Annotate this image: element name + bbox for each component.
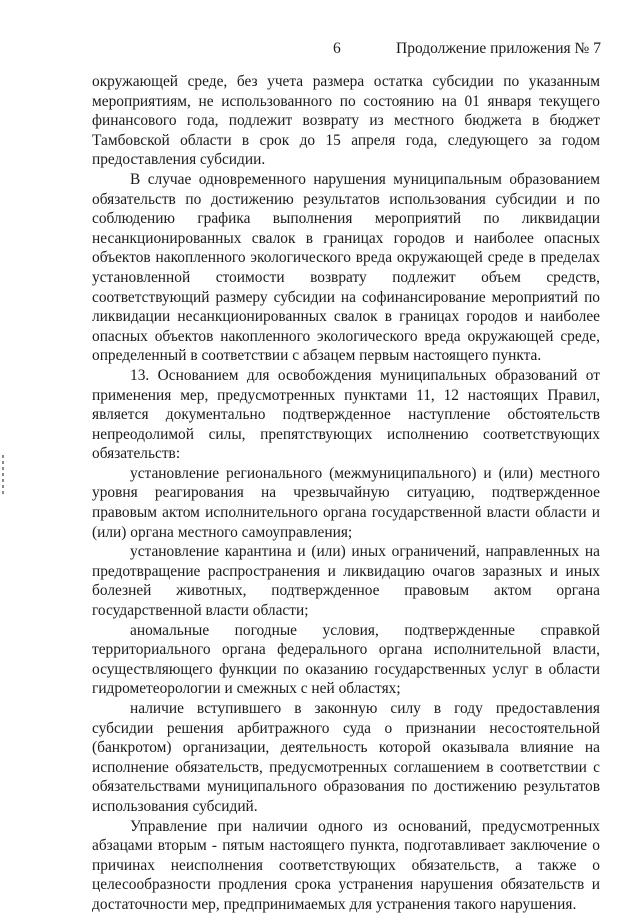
paragraph-department-conclusion: Управление при наличии одного из оснований, предусмотренных абзацами вторым - пятым настоящего пункта, подготавливает заключение о причинах неисполнения соответствующих обязательств, а также о целесообразности продления срока устранения нарушения обязательств и достаточности мер, предпринимаемых для устранения такого нарушения. <box>92 817 600 913</box>
page-header <box>0 40 640 62</box>
appendix-continuation-label: Продолжение приложения № 7 <box>396 40 601 57</box>
document-body <box>92 72 600 915</box>
paragraph-quarantine: установление карантина и (или) иных ограничений, направленных на предотвращение распространения и ликвидацию очагов заразных и иных болезней животных, подтвержденное правовым актом органа государственной власти области; <box>92 543 600 620</box>
paragraph-point-13: 13. Основанием для освобождения муниципальных образований от применения мер, предусмотренных пунктами 11, 12 настоящих Правил, является документально подтвержденное наступление обстоятельств непреодолимой силы, препятствующих исполнению соответствующих обязательств: <box>92 366 600 463</box>
paragraph-subsidy-return: окружающей среде, без учета размера остатка субсидии по указанным мероприятиям, не использованного по состоянию на 01 января текущего финансового года, подлежит возврату из местного бюджета в бюджет Тамбовской области в срок до 15 апреля года, следующего за годом предоставления субсидии. <box>92 73 600 169</box>
scan-margin-mark <box>2 455 4 495</box>
paragraph-emergency-response: установление регионального (межмуниципального) и (или) местного уровня реагирования на чрезвычайную ситуацию, подтвержденное правовым актом исполнительного органа государственной власти области и (или) органа местного самоуправления; <box>92 464 600 541</box>
paragraph-weather-conditions: аномальные погодные условия, подтвержденные справкой территориального органа федерального органа исполнительной власти, осуществляющего функции по оказанию государственных услуг в области гидрометеорологии и смежных с ней областях; <box>92 621 600 698</box>
paragraph-arbitration-decision: наличие вступившего в законную силу в году предоставления субсидии решения арбитражного суда о признании несостоятельной (банкротом) организации, деятельность которой оказывала влияние на исполнение обязательств, предусмотренных соглашением в соответствии с обязательствами муниципального образования по достижению результатов использования субсидий. <box>92 700 600 815</box>
page-number: 6 <box>333 40 341 57</box>
paragraph-simultaneous-violation: В случае одновременного нарушения муниципальным образованием обязательств по достижению результатов использования субсидии и по соблюдению графика выполнения мероприятий по ликвидации несанкционированных свалок в границах городов и наиболее опасных объектов накопленного экологического вреда окружающей среде в пределах установленной стоимости возврату подлежит объем средств, соответствующий размеру субсидии на софинансирование мероприятий по ликвидации несанкционированных свалок в границах городов и наиболее опасных объектов накопленного экологического вреда окружающей среде, определенный в соответствии с абзацем первым настоящего пункта. <box>92 170 600 365</box>
